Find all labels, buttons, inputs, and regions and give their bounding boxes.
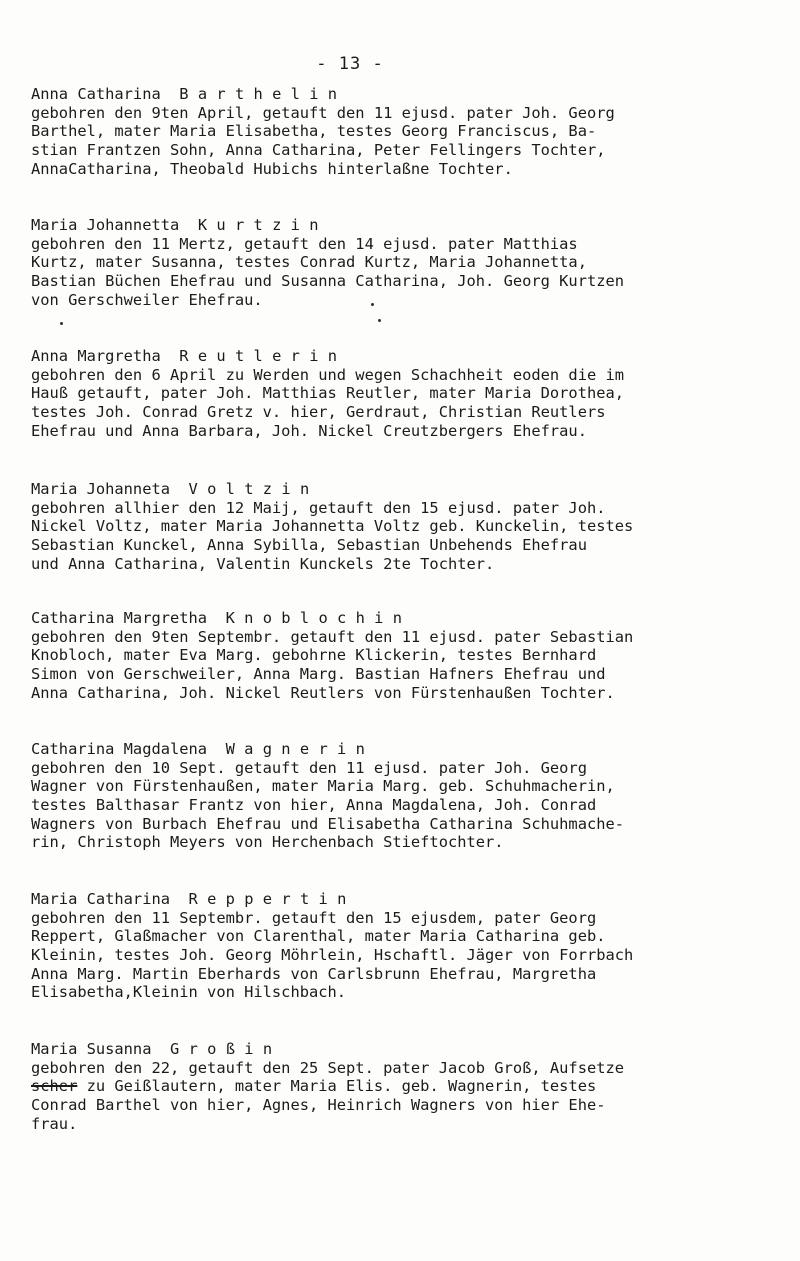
entry-heading bbox=[31, 347, 799, 366]
entry-text-line: Ehefrau und Anna Barbara, Joh. Nickel Creutzbergers Ehefrau. bbox=[31, 421, 587, 440]
baptism-entry bbox=[31, 347, 799, 440]
entry-text-line: gebohren den 9ten April, getauft den 11 ejusd. pater Joh. Georg bbox=[31, 103, 615, 122]
entry-text-line: gebohren allhier den 12 Maij, getauft den 15 ejusd. pater Joh. bbox=[31, 498, 606, 517]
surname: Kurtzin bbox=[197, 216, 328, 234]
entry-text-line: gebohren den 11 Septembr. getauft den 15 ejusdem, pater Georg bbox=[31, 908, 597, 927]
entry-text-line: rin, Christoph Meyers von Herchenbach Stieftochter. bbox=[31, 833, 504, 852]
entry-text-line: Elisabetha,Kleinin von Hilschbach. bbox=[31, 983, 347, 1002]
entry-text-line: Simon von Gerschweiler, Anna Marg. Bastian Hafners Ehefrau und bbox=[31, 665, 606, 684]
baptism-entry bbox=[31, 740, 799, 852]
given-names: Maria Johannetta bbox=[31, 216, 180, 234]
entry-text-line bbox=[31, 1077, 799, 1096]
entry-text-line: Hauß getauft, pater Joh. Matthias Reutler, mater Maria Dorothea, bbox=[31, 384, 625, 403]
given-names: Anna Catharina bbox=[31, 85, 161, 103]
entry-text-line: gebohren den 22, getauft den 25 Sept. pater Jacob Groß, Aufsetze bbox=[31, 1058, 625, 1077]
entry-text-line: Bastian Büchen Ehefrau und Susanna Catharina, Joh. Georg Kurtzen bbox=[31, 272, 625, 291]
given-names: Anna Margretha bbox=[31, 347, 161, 365]
entry-text-line: AnnaCatharina, Theobald Hubichs hinterlaßne Tochter. bbox=[31, 159, 513, 178]
entry-text-line: Wagners von Burbach Ehefrau und Elisabetha Catharina Schuhmache- bbox=[31, 814, 625, 833]
entry-text-line: Anna Marg. Martin Eberhards von Carlsbrunn Ehefrau, Margretha bbox=[31, 964, 597, 983]
ink-speck bbox=[371, 303, 374, 306]
baptism-entry bbox=[31, 85, 799, 178]
ink-speck bbox=[60, 322, 63, 325]
struck-through-word: scher bbox=[31, 1077, 78, 1096]
baptism-entry bbox=[31, 890, 799, 1002]
surname: Reutlerin bbox=[179, 347, 347, 365]
entry-text-continuation: zu Geißlautern, mater Maria Elis. geb. Wagnerin, testes bbox=[77, 1077, 597, 1096]
given-names: Maria Susanna bbox=[31, 1040, 152, 1058]
entry-text-line: Knobloch, mater Eva Marg. gebohrne Klickerin, testes Bernhard bbox=[31, 646, 597, 665]
entry-text-line: Kurtz, mater Susanna, testes Conrad Kurtz, Maria Johannetta, bbox=[31, 253, 587, 272]
entry-text-line: gebohren den 11 Mertz, getauft den 14 ejusd. pater Matthias bbox=[31, 234, 578, 253]
surname: Großin bbox=[170, 1040, 282, 1058]
surname: Knoblochin bbox=[225, 609, 412, 627]
entry-text-line: Reppert, Glaßmacher von Clarenthal, mater Maria Catharina geb. bbox=[31, 927, 606, 946]
entry-heading bbox=[31, 1040, 799, 1059]
entry-text-line: testes Balthasar Frantz von hier, Anna Magdalena, Joh. Conrad bbox=[31, 796, 597, 815]
surname: Barthelin bbox=[179, 85, 347, 103]
surname: Wagnerin bbox=[225, 740, 375, 758]
entry-text-line: Wagner von Fürstenhaußen, mater Maria Marg. geb. Schuhmacherin, bbox=[31, 777, 615, 796]
entry-text-line: Kleinin, testes Joh. Georg Möhrlein, Hschaftl. Jäger von Forrbach bbox=[31, 946, 634, 965]
given-names: Catharina Magdalena bbox=[31, 740, 208, 758]
given-names: Catharina Margretha bbox=[31, 609, 208, 627]
entry-heading bbox=[31, 609, 799, 628]
entry-text-line: gebohren den 9ten Septembr. getauft den 11 ejusd. pater Sebastian bbox=[31, 627, 634, 646]
entry-text-line: Nickel Voltz, mater Maria Johannetta Voltz geb. Kunckelin, testes bbox=[31, 517, 634, 536]
ink-speck bbox=[378, 319, 381, 322]
entry-heading bbox=[31, 480, 799, 499]
baptism-entry bbox=[31, 480, 799, 573]
entry-text-line: Anna Catharina, Joh. Nickel Reutlers von Fürstenhaußen Tochter. bbox=[31, 683, 615, 702]
surname: Reppertin bbox=[188, 890, 356, 908]
entry-heading bbox=[31, 85, 799, 104]
entry-text-line: Sebastian Kunckel, Anna Sybilla, Sebastian Unbehends Ehefrau bbox=[31, 536, 587, 555]
page-number: - 13 - bbox=[316, 54, 384, 74]
entry-text-line: Conrad Barthel von hier, Agnes, Heinrich Wagners von hier Ehe- bbox=[31, 1096, 606, 1115]
surname: Voltzin bbox=[188, 480, 319, 498]
given-names: Maria Johanneta bbox=[31, 480, 170, 498]
entry-text-line: und Anna Catharina, Valentin Kunckels 2te Tochter. bbox=[31, 554, 495, 573]
given-names: Maria Catharina bbox=[31, 890, 170, 908]
entry-text-line: frau. bbox=[31, 1114, 78, 1133]
baptism-entry bbox=[31, 216, 799, 309]
entry-heading bbox=[31, 890, 799, 909]
entry-text-line: gebohren den 6 April zu Werden und wegen Schachheit eoden die im bbox=[31, 365, 625, 384]
entry-text-line: von Gerschweiler Ehefrau. bbox=[31, 290, 263, 309]
entry-text-line: gebohren den 10 Sept. getauft den 11 ejusd. pater Joh. Georg bbox=[31, 758, 587, 777]
baptism-entry bbox=[31, 1040, 799, 1133]
entry-heading bbox=[31, 740, 799, 759]
entry-text-line: testes Joh. Conrad Gretz v. hier, Gerdraut, Christian Reutlers bbox=[31, 403, 606, 422]
entry-text-line: Barthel, mater Maria Elisabetha, testes Georg Franciscus, Ba- bbox=[31, 122, 597, 141]
entry-text-line: stian Frantzen Sohn, Anna Catharina, Peter Fellingers Tochter, bbox=[31, 141, 606, 160]
entry-heading bbox=[31, 216, 799, 235]
baptism-entry bbox=[31, 609, 799, 702]
